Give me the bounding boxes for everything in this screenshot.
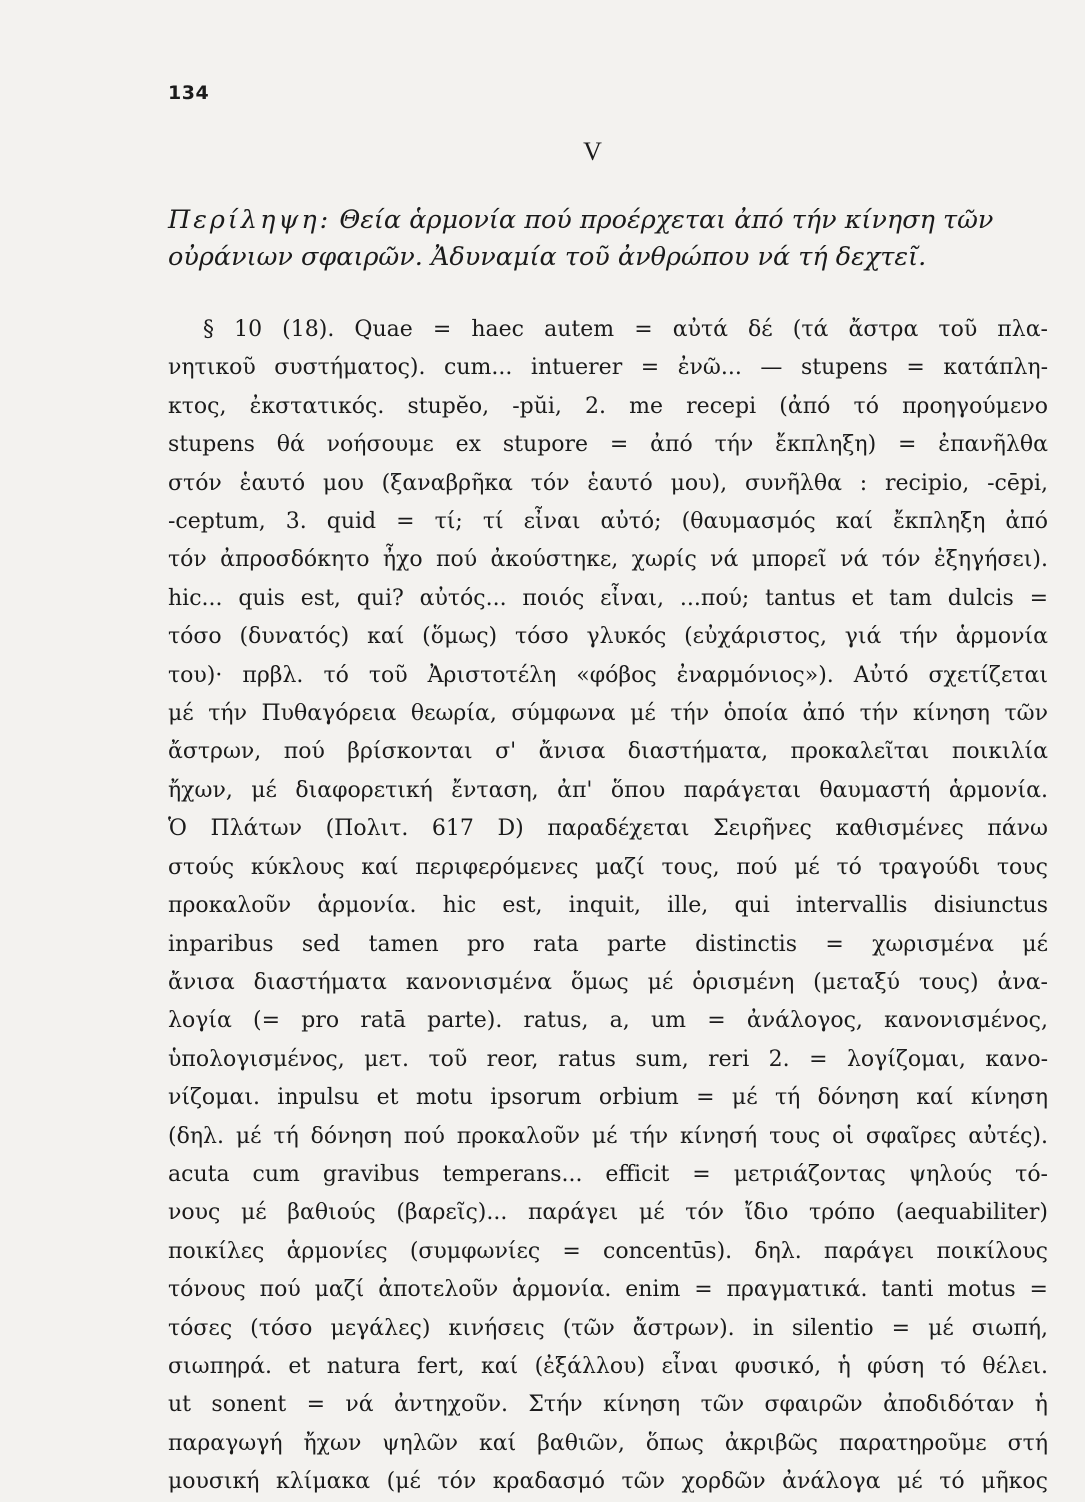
body-line: λογία (= pro ratā parte). ratus, a, um = ἀνάλογος, κανονισμένος,: [168, 1008, 1048, 1034]
summary-paragraph: [168, 202, 1046, 276]
body-line: stupens θά νοήσουμε ex stupore = ἀπό τήν ἔκπληξη) = ἐπανῆλθα: [168, 432, 1048, 458]
body-line: μουσική κλίμακα (μέ τόν κραδασμό τῶν χορδῶν ἀνάλογα μέ τό μῆκος: [168, 1469, 1048, 1495]
body-line: Ὁ Πλάτων (Πολιτ. 617 D) παραδέχεται Σειρῆνες καθισμένες πάνω: [168, 816, 1048, 842]
body-line: (δηλ. μέ τή δόνηση πού προκαλοῦν μέ τήν κίνησή τους οἱ σφαῖρες αὐτές).: [168, 1123, 1048, 1149]
body-line: ἄστρων, πού βρίσκονται σ' ἄνισα διαστήματα, προκαλεῖται ποικιλία: [168, 739, 1048, 765]
body-line: ἄνισα διαστήματα κανονισμένα ὅμως μέ ὁρισμένη (μεταξύ τους) ἀνα-: [168, 969, 1048, 995]
body-line: νους μέ βαθιούς (βαρεῖς)... παράγει μέ τόν ἴδιο τρόπο (aequabiliter): [168, 1200, 1048, 1226]
body-line: ὑπολογισμένος, μετ. τοῦ reor, ratus sum, reri 2. = λογίζομαι, κανο-: [168, 1046, 1048, 1072]
body-line: inparibus sed tamen pro rata parte distinctis = χωρισμένα μέ: [168, 931, 1048, 957]
body-line: τόνους πού μαζί ἀποτελοῦν ἁρμονία. enim = πραγματικά. tanti motus =: [168, 1277, 1048, 1303]
page-number: 134: [168, 82, 210, 104]
body-line: κτος, ἐκστατικός. stupĕo, -pŭi, 2. me recepi (ἀπό τό προηγούμενο: [168, 393, 1048, 419]
body-line: -ceptum, 3. quid = τί; τί εἶναι αὐτό; (θαυμασμός καί ἔκπληξη ἀπό: [168, 509, 1048, 535]
body-line: στόν ἑαυτό μου (ξαναβρῆκα τόν ἑαυτό μου), συνῆλθα : recipio, -cēpi,: [168, 470, 1048, 496]
body-line: νητικοῦ συστήματος). cum... intuerer = ἐνῶ... — stupens = κατάπλη-: [168, 355, 1048, 381]
section-heading: V: [583, 137, 602, 166]
summary-text: Θεία ἁρμονία πού προέρχεται ἀπό τήν κίνηση τῶν: [331, 205, 994, 235]
body-line: προκαλοῦν ἁρμονία. hic est, inquit, ille, qui intervallis disiunctus: [168, 893, 1048, 919]
body-line: νίζομαι. inpulsu et motu ipsorum orbium = μέ τή δόνηση καί κίνηση: [168, 1085, 1048, 1111]
body-line: παραγωγή ἤχων ψηλῶν καί βαθιῶν, ὅπως ἀκριβῶς παρατηροῦμε στή: [168, 1430, 1048, 1456]
body-line: τόν ἀπροσδόκητο ἦχο πού ἀκούστηκε, χωρίς νά μπορεῖ νά τόν ἐξηγήσει).: [168, 547, 1048, 573]
commentary-body: [168, 311, 1048, 1502]
body-line: στούς κύκλους καί περιφερόμενες μαζί τους, πού μέ τό τραγούδι τους: [168, 854, 1048, 880]
summary-label: Περίληψη:: [168, 205, 332, 235]
body-line: ἤχων, μέ διαφορετική ἔνταση, ἀπ' ὅπου παράγεται θαυμαστή ἁρμονία.: [168, 777, 1048, 803]
body-line: τόσο (δυνατός) καί (ὅμως) τόσο γλυκός (εὐχάριστος, γιά τήν ἁρμονία: [168, 624, 1048, 650]
body-line: hic... quis est, qui? αὐτός... ποιός εἶναι, ...πού; tantus et tam dulcis =: [168, 585, 1048, 611]
body-line: acuta cum gravibus temperans... efficit = μετριάζοντας ψηλούς τό-: [168, 1161, 1048, 1187]
body-line: του)· πρβλ. τό τοῦ Ἀριστοτέλη «φόβος ἐναρμόνιος»). Αὐτό σχετίζεται: [168, 662, 1048, 688]
body-line: § 10 (18). Quae = haec autem = αὐτά δέ (τά ἄστρα τοῦ πλα-: [203, 317, 1048, 342]
body-line: μέ τήν Πυθαγόρεια θεωρία, σύμφωνα μέ τήν ὁποία ἀπό τήν κίνηση τῶν: [168, 701, 1048, 727]
body-line: σιωπηρά. et natura fert, καί (ἐξάλλου) εἶναι φυσικό, ἡ φύση τό θέλει.: [168, 1353, 1048, 1379]
summary-line: [168, 202, 1046, 239]
body-line: τόσες (τόσο μεγάλες) κινήσεις (τῶν ἄστρων). in silentio = μέ σιωπή,: [168, 1315, 1048, 1341]
body-line: ut sonent = νά ἀντηχοῦν. Στήν κίνηση τῶν σφαιρῶν ἀποδιδόταν ἡ: [168, 1392, 1048, 1418]
body-line: ποικίλες ἁρμονίες (συμφωνίες = concentūs). δηλ. παράγει ποικίλους: [168, 1238, 1048, 1264]
summary-line: οὐράνιων σφαιρῶν. Ἀδυναμία τοῦ ἀνθρώπου νά τή δεχτεῖ.: [168, 242, 927, 272]
